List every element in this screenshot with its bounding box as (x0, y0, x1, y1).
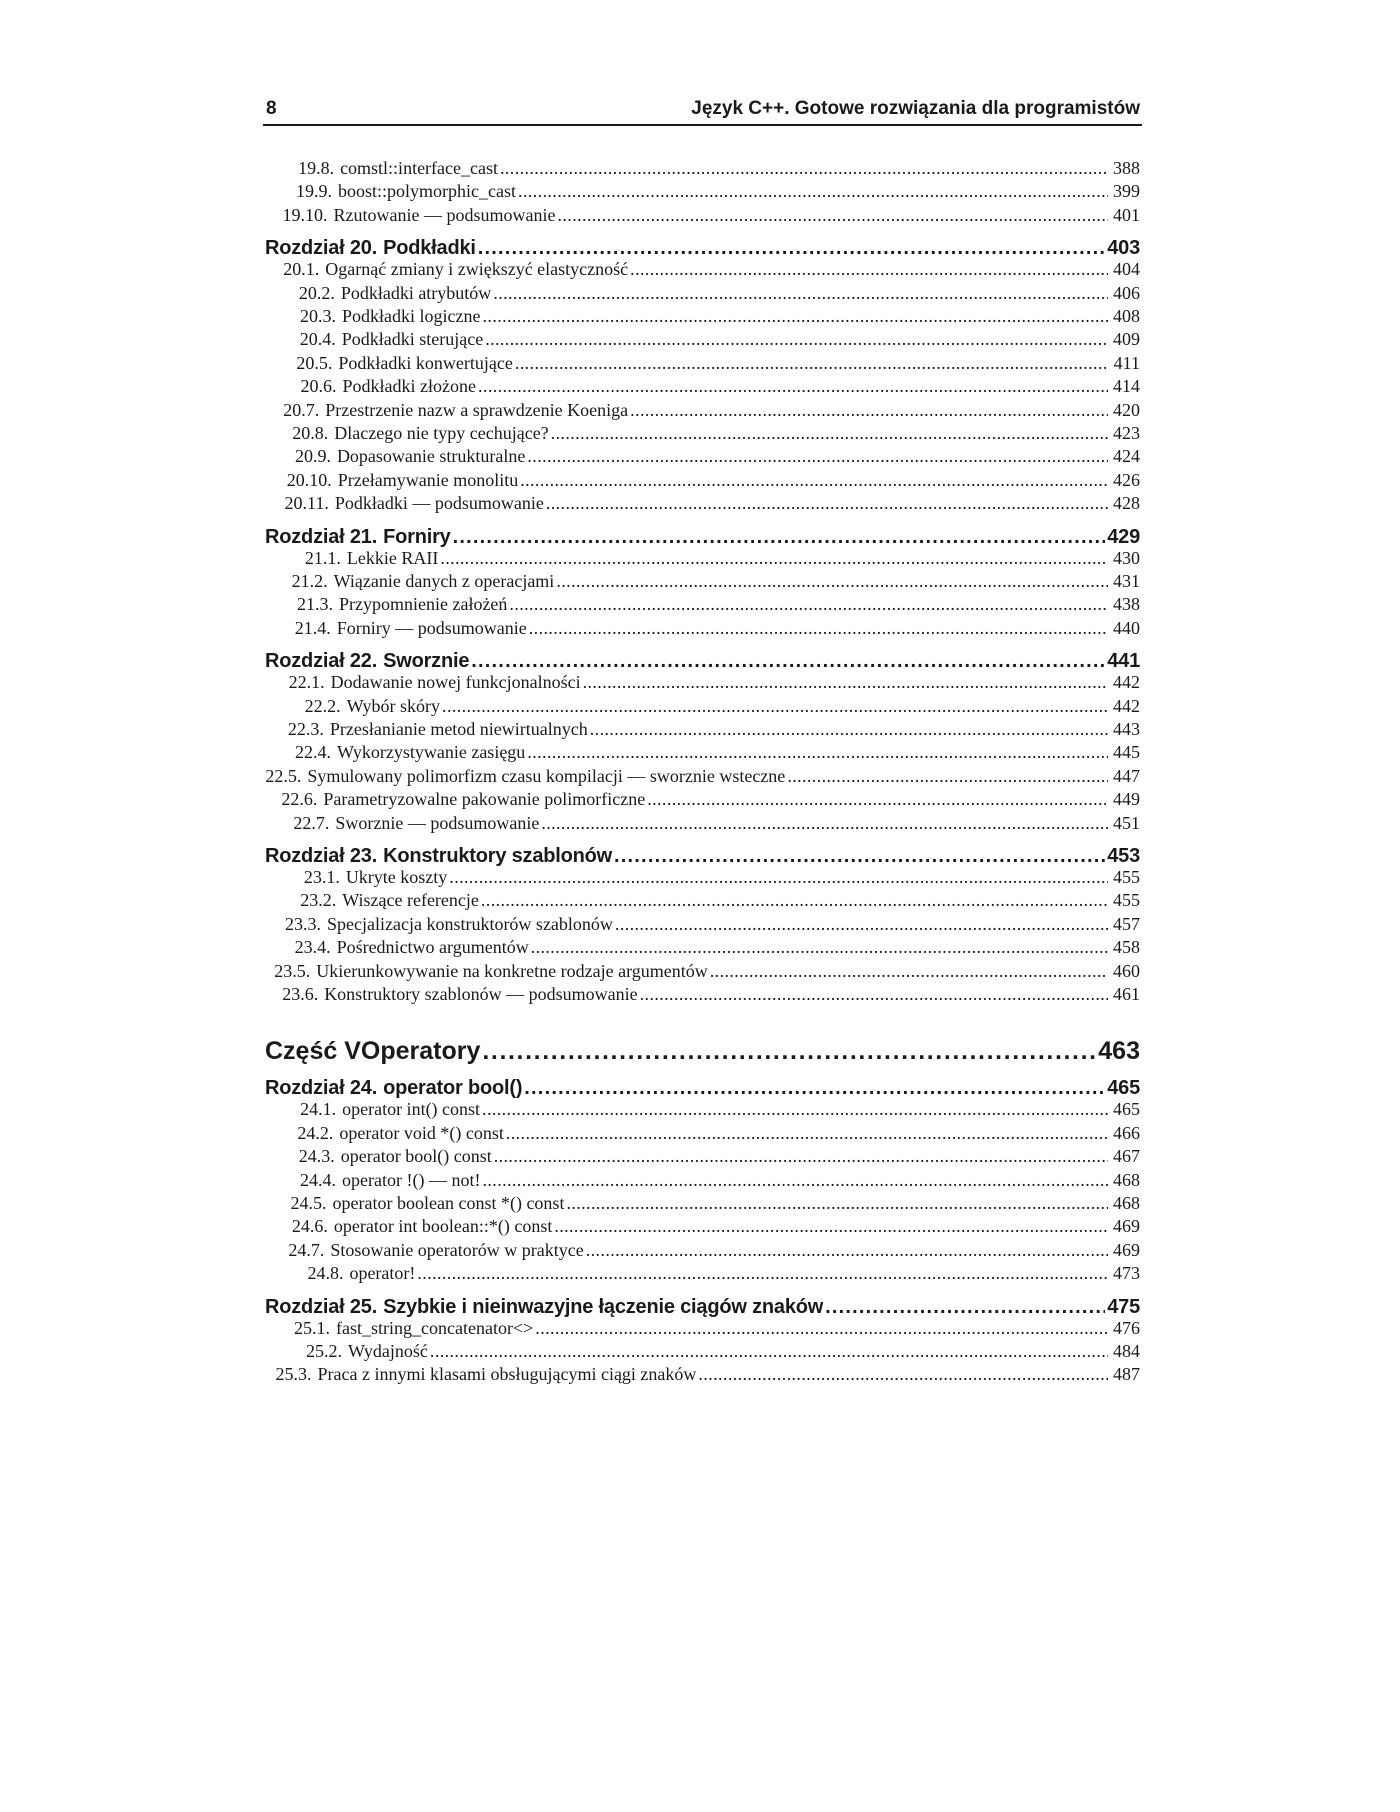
section-number: 20.11. (284, 493, 329, 514)
page-ref: 473 (1113, 1263, 1140, 1284)
page-ref: 468 (1113, 1193, 1140, 1213)
section-number: 22.1. (288, 672, 325, 693)
dot-leader (449, 867, 1108, 888)
toc-section-entry (265, 1263, 1140, 1284)
toc-section-entry (265, 306, 1140, 327)
toc-chapter-entry (265, 237, 1140, 260)
page-ref: 469 (1113, 1239, 1140, 1260)
section-number: 22.6. (281, 789, 318, 810)
page-ref: 451 (1113, 812, 1140, 833)
toc-section-entry (265, 961, 1140, 982)
section-title: operator void *() const (339, 1122, 504, 1143)
toc-section-entry (265, 890, 1140, 911)
dot-leader (527, 446, 1108, 467)
toc-section-entry (265, 914, 1140, 935)
page-ref: 426 (1113, 469, 1140, 490)
book-title: Język C++. Gotowe rozwiązania dla programistów (691, 98, 1140, 119)
section-number: 24.8. (307, 1263, 344, 1284)
page-ref: 441 (1107, 650, 1140, 673)
dot-leader (558, 205, 1109, 226)
page-ref: 460 (1113, 960, 1140, 981)
toc-section-entry (265, 1193, 1140, 1214)
page-ref: 409 (1113, 329, 1140, 350)
dot-leader (430, 1341, 1108, 1362)
section-title: Wiązanie danych z operacjami (333, 571, 555, 591)
toc-section-entry (265, 766, 1140, 787)
toc-part-entry (265, 1037, 1140, 1066)
toc-section-entry (265, 571, 1140, 592)
dot-leader (529, 618, 1108, 639)
section-number: 20.5. (296, 352, 333, 373)
section-number: 19.9. (296, 181, 333, 202)
section-title: Lekkie RAII (346, 547, 439, 568)
dot-leader (554, 1216, 1108, 1237)
toc-section-entry (265, 742, 1140, 763)
page-ref: 443 (1113, 719, 1140, 739)
page-ref: 487 (1113, 1364, 1140, 1385)
page-ref: 430 (1113, 547, 1140, 568)
toc-section-entry (265, 594, 1140, 615)
page-ref: 431 (1113, 571, 1140, 591)
page-ref: 457 (1113, 913, 1140, 934)
section-title: operator bool() const (340, 1146, 492, 1167)
toc-section-entry (265, 423, 1140, 444)
section-number: 20.8. (292, 423, 329, 443)
section-number: 23.5. (274, 960, 311, 981)
page-ref: 403 (1107, 237, 1140, 260)
chapter-label: Rozdział 22. (265, 650, 378, 673)
section-title: Wykorzystywanie zasięgu (336, 742, 526, 763)
toc-section-entry (265, 672, 1140, 693)
section-title: Forniry — podsumowanie (336, 617, 527, 638)
section-title: Podkładki konwertujące (338, 352, 513, 373)
section-number: 23.4. (294, 937, 331, 958)
toc-chapter-entry (265, 1296, 1140, 1319)
toc-section-entry (265, 1240, 1140, 1261)
section-number: 24.7. (288, 1239, 325, 1260)
toc-section-entry (265, 400, 1140, 421)
page-ref: 388 (1113, 158, 1140, 178)
page-ref: 438 (1113, 594, 1140, 615)
section-title: Podkładki — podsumowanie (334, 493, 544, 514)
page-ref: 458 (1113, 937, 1140, 958)
section-title: Podkładki złożone (342, 376, 477, 397)
dot-leader (527, 742, 1108, 763)
section-number: 19.8. (298, 158, 335, 178)
dot-leader (494, 1146, 1108, 1167)
toc-section-entry (265, 1364, 1140, 1385)
dot-leader (524, 1077, 1105, 1100)
section-title: Dopasowanie strukturalne (336, 446, 526, 467)
toc-section-entry (265, 283, 1140, 304)
section-title: Ukierunkowywanie na konkretne rodzaje argumentów (316, 960, 708, 981)
section-number: 23.2. (300, 890, 337, 911)
page-ref: 455 (1113, 890, 1140, 911)
section-title: Pośrednictwo argumentów (336, 937, 529, 958)
toc-section-entry (265, 329, 1140, 350)
dot-leader (440, 548, 1108, 569)
toc-section-entry (265, 696, 1140, 717)
section-number: 20.9. (294, 446, 331, 467)
section-title: Ukryte koszty (345, 867, 448, 887)
section-title: operator boolean const *() const (332, 1193, 565, 1213)
dot-leader (556, 571, 1108, 592)
section-title: Symulowany polimorfizm czasu kompilacji — sworznie wsteczne (307, 765, 786, 786)
section-number: 20.6. (300, 376, 337, 397)
section-title: Ogarnąć zmiany i zwiększyć elastyczność (325, 259, 629, 280)
section-number: 24.1. (300, 1099, 337, 1120)
section-number: 20.1. (283, 259, 320, 280)
section-title: Przełamywanie monolitu (337, 469, 519, 490)
dot-leader (647, 789, 1108, 810)
toc-section-entry (265, 937, 1140, 958)
section-number: 25.1. (294, 1317, 331, 1338)
section-title: Podkładki sterujące (341, 329, 484, 350)
toc-chapter-entry (265, 526, 1140, 549)
section-title: Parametryzowalne pakowanie polimorficzne (323, 789, 646, 810)
toc-chapter-entry (265, 845, 1140, 868)
section-number: 22.4. (294, 742, 331, 763)
toc-section-entry (265, 259, 1140, 280)
toc-section-entry (265, 789, 1140, 810)
section-number: 20.3. (300, 306, 337, 326)
section-number: 20.7. (283, 399, 320, 420)
chapter-title: Szybkie i nieinwazyjne łączenie ciągów znaków (383, 1295, 824, 1318)
page-ref: 461 (1113, 984, 1140, 1004)
toc-section-entry (265, 1099, 1140, 1120)
toc-section-entry (265, 493, 1140, 514)
dot-leader (640, 984, 1108, 1005)
section-number: 24.5. (290, 1193, 327, 1213)
toc-section-entry (265, 1170, 1140, 1191)
chapter-label: Rozdział 23. (265, 845, 378, 867)
section-title: Przestrzenie nazw a sprawdzenie Koeniga (325, 399, 629, 420)
toc-section-entry (265, 984, 1140, 1005)
toc-section-entry (265, 353, 1140, 374)
dot-leader (478, 376, 1108, 397)
page-ref: 401 (1113, 204, 1140, 225)
page-ref: 442 (1113, 672, 1140, 693)
page-number: 8 (266, 98, 277, 119)
section-number: 24.6. (291, 1216, 328, 1237)
toc-section-entry (265, 1318, 1140, 1339)
page-ref: 420 (1113, 399, 1140, 420)
running-header (263, 96, 1142, 126)
toc-section-entry (265, 719, 1140, 740)
section-title: Praca z innymi klasami obsługującymi ciągi znaków (317, 1364, 697, 1385)
dot-leader (482, 1037, 1096, 1066)
section-title: Wiszące referencje (342, 890, 479, 911)
section-number: 22.2. (304, 695, 341, 716)
toc-section-entry (265, 813, 1140, 834)
section-title: operator !() — not! (342, 1169, 481, 1190)
page-ref: 414 (1113, 376, 1140, 397)
dot-leader (518, 181, 1108, 202)
page-ref: 453 (1107, 845, 1140, 867)
page-ref: 404 (1113, 259, 1140, 280)
chapter-label: Rozdział 24. (265, 1077, 378, 1100)
toc-section-entry (265, 376, 1140, 397)
part-title: Operatory (360, 1037, 481, 1066)
dot-leader (630, 259, 1108, 280)
dot-leader (483, 1170, 1109, 1191)
dot-leader (551, 423, 1108, 444)
page-ref: 466 (1113, 1122, 1140, 1143)
dot-leader (509, 594, 1108, 615)
page-ref: 484 (1113, 1341, 1140, 1361)
section-title: Wybór skóry (346, 695, 441, 716)
section-title: operator! (349, 1263, 416, 1284)
dot-leader (787, 766, 1108, 787)
section-title: Dodawanie nowej funkcjonalności (330, 672, 581, 693)
dot-leader (566, 1193, 1108, 1214)
page-ref: 449 (1113, 789, 1140, 810)
section-title: boost::polymorphic_cast (338, 181, 516, 202)
dot-leader (546, 493, 1108, 514)
dot-leader (541, 813, 1108, 834)
dot-leader (535, 1318, 1108, 1339)
dot-leader (825, 1296, 1105, 1319)
section-title: Podkładki logiczne (342, 306, 481, 326)
dot-leader (583, 672, 1108, 693)
chapter-title: Forniry (383, 525, 451, 548)
dot-leader (630, 400, 1108, 421)
page-ref: 442 (1113, 695, 1140, 716)
dot-leader (515, 353, 1108, 374)
page-ref: 424 (1113, 446, 1140, 467)
section-number: 20.2. (298, 282, 335, 303)
dot-leader (481, 890, 1108, 911)
page-ref: 469 (1113, 1216, 1140, 1237)
chapter-title: Sworznie (383, 650, 470, 673)
chapter-title: Podkładki (383, 237, 476, 260)
page-ref: 411 (1113, 352, 1140, 373)
section-number: 22.5. (265, 765, 302, 786)
section-number: 23.6. (282, 984, 319, 1004)
dot-leader (520, 470, 1108, 491)
section-title: fast_string_concatenator<> (336, 1317, 534, 1338)
page-ref: 429 (1107, 525, 1140, 548)
page-ref: 463 (1098, 1037, 1140, 1066)
section-title: operator int boolean::*() const (333, 1216, 553, 1237)
page-ref: 455 (1113, 867, 1140, 887)
page-ref: 465 (1113, 1099, 1140, 1120)
section-number: 22.3. (287, 719, 324, 739)
dot-leader (586, 1240, 1108, 1261)
dot-leader (710, 961, 1108, 982)
page-ref: 468 (1113, 1169, 1140, 1190)
section-number: 20.4. (299, 329, 336, 350)
page-ref: 423 (1113, 423, 1140, 443)
dot-leader (478, 237, 1105, 260)
toc-section-entry (265, 618, 1140, 639)
toc-section-entry (265, 1146, 1140, 1167)
page-ref: 476 (1113, 1317, 1140, 1338)
dot-leader (698, 1364, 1108, 1385)
page-ref: 475 (1107, 1295, 1140, 1318)
toc-chapter-entry (265, 650, 1140, 673)
section-title: Sworznie — podsumowanie (335, 812, 540, 833)
dot-leader (471, 650, 1105, 673)
toc-section-entry (265, 158, 1140, 179)
section-title: operator int() const (342, 1099, 481, 1120)
section-title: Wydajność (348, 1341, 428, 1361)
section-number: 23.1. (303, 867, 340, 887)
chapter-title: operator bool() (383, 1077, 523, 1100)
page-ref: 447 (1113, 765, 1140, 786)
toc-section-entry (265, 1216, 1140, 1237)
dot-leader (615, 914, 1108, 935)
section-number: 23.3. (285, 913, 321, 934)
section-title: Przesłanianie metod niewirtualnych (329, 719, 588, 739)
section-number: 19.10. (282, 204, 328, 225)
toc-section-entry (265, 205, 1140, 226)
section-number: 21.2. (291, 571, 328, 591)
section-number: 21.1. (304, 547, 341, 568)
section-number: 20.10. (286, 469, 332, 490)
toc-section-entry (265, 548, 1140, 569)
page-ref: 465 (1107, 1077, 1140, 1100)
section-title: Specjalizacja konstruktorów szablonów (327, 913, 613, 934)
dot-leader (493, 283, 1108, 304)
dot-leader (590, 719, 1108, 740)
dot-leader (485, 329, 1108, 350)
part-label: Część V (265, 1037, 361, 1066)
section-number: 24.3. (298, 1146, 335, 1167)
chapter-label: Rozdział 20. (265, 237, 378, 260)
section-number: 21.3. (296, 594, 333, 615)
toc-section-entry (265, 181, 1140, 202)
toc-section-entry (265, 446, 1140, 467)
section-number: 25.2. (306, 1341, 343, 1361)
section-title: Rzutowanie — podsumowanie (333, 204, 556, 225)
dot-leader (482, 1099, 1108, 1120)
chapter-label: Rozdział 21. (265, 525, 378, 548)
section-number: 22.7. (293, 812, 330, 833)
dot-leader (614, 845, 1105, 868)
section-number: 21.4. (294, 617, 331, 638)
dot-leader (500, 158, 1108, 179)
page-ref: 399 (1113, 181, 1140, 202)
toc-section-entry (265, 1123, 1140, 1144)
page-ref: 428 (1113, 493, 1140, 514)
page-ref: 445 (1113, 742, 1140, 763)
page-ref: 408 (1113, 306, 1140, 326)
dot-leader (442, 696, 1108, 717)
page-ref: 467 (1113, 1146, 1140, 1167)
section-number: 24.4. (300, 1169, 337, 1190)
dot-leader (506, 1123, 1108, 1144)
section-title: Podkładki atrybutów (340, 282, 492, 303)
section-number: 24.2. (297, 1122, 334, 1143)
page-ref: 406 (1113, 282, 1140, 303)
dot-leader (417, 1263, 1108, 1284)
section-title: comstl::interface_cast (340, 158, 498, 178)
section-number: 25.3. (275, 1364, 312, 1385)
page-ref: 440 (1113, 617, 1140, 638)
dot-leader (531, 937, 1108, 958)
chapter-label: Rozdział 25. (265, 1295, 378, 1318)
dot-leader (453, 526, 1106, 549)
toc-section-entry (265, 470, 1140, 491)
toc-chapter-entry (265, 1077, 1140, 1100)
toc-section-entry (265, 1341, 1140, 1362)
chapter-title: Konstruktory szablonów (383, 845, 613, 867)
dot-leader (483, 306, 1108, 327)
section-title: Dlaczego nie typy cechujące? (334, 423, 549, 443)
toc-section-entry (265, 867, 1140, 888)
section-title: Konstruktory szablonów — podsumowanie (324, 984, 638, 1004)
section-title: Przypomnienie założeń (338, 594, 508, 615)
section-title: Stosowanie operatorów w praktyce (330, 1239, 584, 1260)
